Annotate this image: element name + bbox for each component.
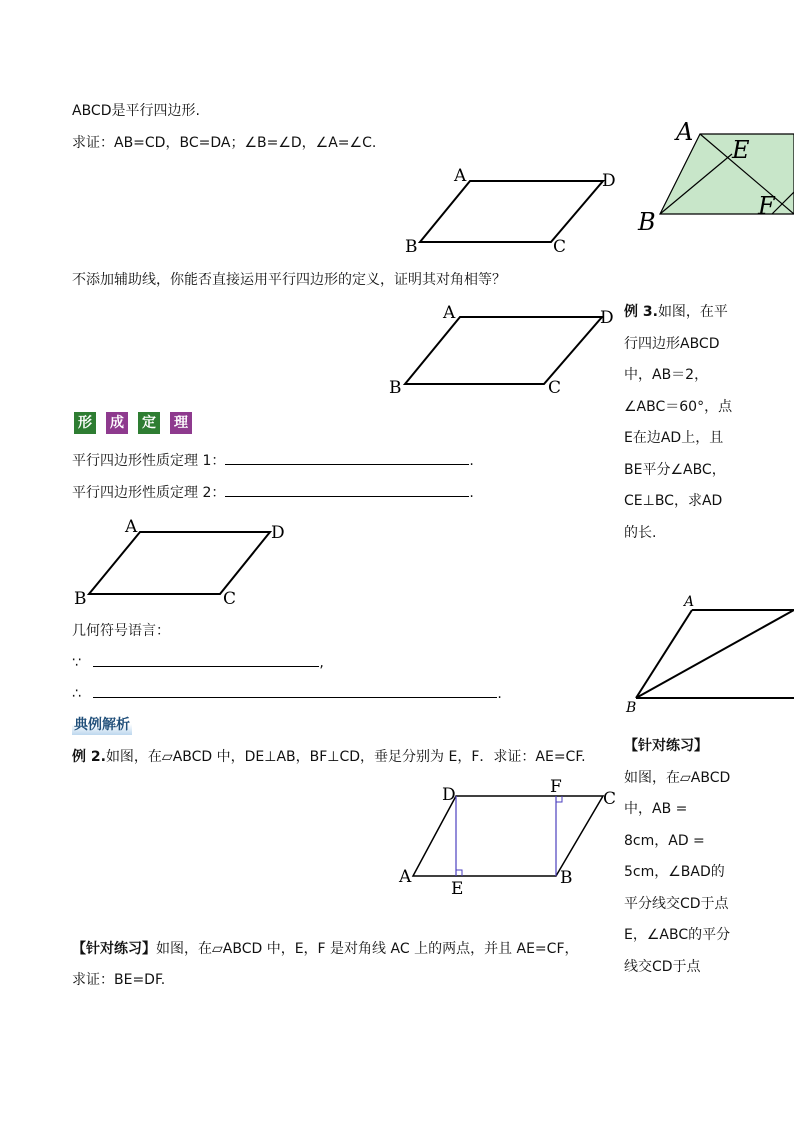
right-angle-mark-e <box>456 870 462 876</box>
label-d: D <box>271 523 285 543</box>
therefore-symbol: ∴ <box>72 686 81 702</box>
theorem-2-row <box>72 483 474 503</box>
label-a: A <box>454 166 467 186</box>
therefore-end: . <box>497 686 502 702</box>
line-no-auxiliary: 不添加辅助线，你能否直接运用平行四边形的定义，证明其对角相等？ <box>72 272 506 288</box>
label-c: C <box>548 378 562 398</box>
practice-1-text: 如图，在▱ABCD 中，E，F 是对角线 AC 上的两点，并且 AE=CF， <box>156 941 579 957</box>
segment-be <box>636 610 794 698</box>
badge-char-1: 形 <box>74 412 96 434</box>
label-b: B <box>638 208 656 236</box>
label-d: D <box>602 171 616 191</box>
label-d: D <box>442 785 456 805</box>
example-2-row <box>72 747 586 767</box>
example-3-text: 如图，在平行四边形ABCD中，AB＝2，∠ABC＝60°，点E在边AD上，且BE平分∠ABC，CE⊥BC，求AD的长. <box>624 304 733 541</box>
figure-right-top-cropped <box>632 118 794 240</box>
parallelogram-shape <box>405 317 602 384</box>
parallelogram-shape <box>89 532 270 594</box>
badge-char-4: 理 <box>170 412 192 434</box>
parallelogram-shape <box>420 181 603 242</box>
because-row <box>72 653 324 673</box>
theorem-2-blank[interactable] <box>225 484 469 497</box>
because-end: , <box>319 655 324 671</box>
figure-right-mid-cropped <box>620 590 794 720</box>
label-b: B <box>626 700 637 716</box>
theorem-1-row <box>72 451 474 471</box>
because-symbol: ∵ <box>72 655 81 671</box>
label-d: D <box>600 308 614 328</box>
practice-2-label: 【针对练习】 <box>624 738 708 754</box>
theorem-1-end: . <box>469 453 474 469</box>
geometry-language-label: 几何符号语言： <box>72 623 170 639</box>
theorem-2-end: . <box>469 485 474 501</box>
label-c: C <box>553 237 567 257</box>
line-prove-statement: 求证：AB=CD，BC=DA；∠B=∠D，∠A=∠C. <box>72 135 377 151</box>
section-heading-examples: 典例解析 <box>74 717 130 733</box>
label-e: E <box>732 136 750 164</box>
figure-example-2 <box>393 776 619 900</box>
label-b: B <box>405 237 418 257</box>
label-b: B <box>74 589 87 608</box>
theorem-2-label: 平行四边形性质定理 2： <box>72 485 226 501</box>
label-b: B <box>560 868 573 888</box>
practice-1-label: 【针对练习】 <box>72 941 156 957</box>
badge-char-3: 定 <box>138 412 160 434</box>
example-3-label: 例 3. <box>624 304 658 320</box>
therefore-row <box>72 684 502 704</box>
because-blank[interactable] <box>93 654 319 667</box>
practice-2-block <box>624 731 734 983</box>
label-a: A <box>676 118 694 146</box>
example-3-block <box>624 297 734 549</box>
label-a: A <box>125 517 138 537</box>
practice-1-row <box>72 939 579 959</box>
segment-ab <box>636 610 692 698</box>
example-2-label: 例 2. <box>72 749 106 765</box>
badge-char-2: 成 <box>106 412 128 434</box>
theorem-1-label: 平行四边形性质定理 1： <box>72 453 226 469</box>
label-a: A <box>399 867 412 887</box>
label-c: C <box>603 789 617 809</box>
figure-parallelogram-1 <box>398 164 620 260</box>
therefore-blank[interactable] <box>93 685 497 698</box>
figure-parallelogram-3 <box>68 512 290 608</box>
label-a: A <box>443 303 456 323</box>
parallelogram-shape <box>413 796 603 876</box>
label-e: E <box>451 879 464 899</box>
label-a: A <box>684 594 695 610</box>
figure-parallelogram-2 <box>384 300 619 400</box>
line-abcd-parallelogram: ABCD是平行四边形. <box>72 103 200 119</box>
practice-1-text-2: 求证：BE=DF. <box>72 972 166 988</box>
label-f: F <box>550 777 562 797</box>
label-b: B <box>389 378 402 398</box>
practice-2-text: 如图，在▱ABCD中，AB = 8cm，AD = 5cm，∠BAD的平分线交CD于点E，∠ABC的平分线交CD于点 <box>624 769 731 975</box>
example-2-text: 如图，在▱ABCD 中，DE⊥AB，BF⊥CD，垂足分别为 E，F．求证：AE=CF. <box>105 749 586 765</box>
label-c: C <box>223 589 237 608</box>
label-f: F <box>758 192 775 220</box>
theorem-1-blank[interactable] <box>225 452 469 465</box>
